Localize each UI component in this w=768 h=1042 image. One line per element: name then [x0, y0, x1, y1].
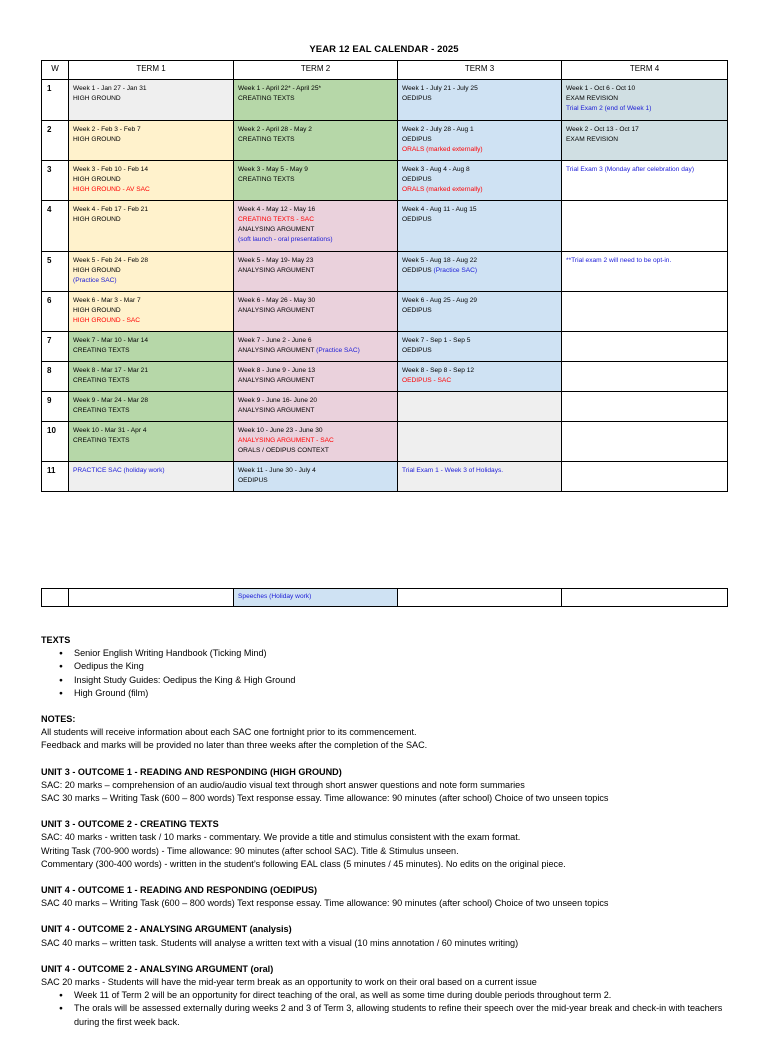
cell-line: HIGH GROUND [73, 307, 121, 314]
outcome-section [41, 963, 731, 1029]
list-item: ● Senior English Writing Handbook (Ticking Mind) [74, 647, 731, 660]
cell-line: HIGH GROUND [73, 216, 121, 223]
cell-line: ORALS (marked externally) [402, 146, 483, 153]
calendar-cell-term-1 [69, 362, 234, 392]
calendar-row [42, 80, 728, 121]
calendar-row [42, 252, 728, 292]
cell-line: Week 5 - Aug 18 - Aug 22 [402, 257, 478, 264]
week-number: 9 [42, 392, 69, 422]
calendar-cell-term-3 [398, 332, 562, 362]
notes-line: All students will receive information about each SAC one fortnight prior to its commencement. [41, 727, 417, 738]
cell-line: Week 8 - Sep 8 - Sep 12 [402, 367, 475, 374]
calendar-row [42, 462, 728, 492]
outcome-line: SAC 20 marks - Students will have the mid-year term break as an opportunity to work on their oral based on a current issue [41, 977, 537, 988]
cell-line: ANALYSING ARGUMENT [238, 307, 315, 314]
calendar-row [42, 332, 728, 362]
cell-line: Trial Exam 2 (end of Week 1) [566, 105, 652, 112]
holiday-cell-term-1 [69, 589, 234, 607]
calendar-cell-term-2 [234, 392, 398, 422]
cell-line: CREATING TEXTS [73, 347, 130, 354]
cell-line: Week 5 - Feb 24 - Feb 28 [73, 257, 149, 264]
calendar-cell-term-4 [562, 292, 728, 332]
calendar-cell-term-4 [562, 252, 728, 292]
oral-bullets [41, 989, 731, 1029]
cell-line: HIGH GROUND [73, 176, 121, 183]
cell-line: Week 10 - June 23 - June 30 [238, 427, 323, 434]
cell-line: Week 8 - June 9 - June 13 [238, 367, 316, 374]
calendar-cell-term-3 [398, 201, 562, 252]
outcome-heading: UNIT 3 - OUTCOME 2 - CREATING TEXTS [41, 819, 219, 830]
calendar-cell-term-4 [562, 332, 728, 362]
cell-line: OEDIPUS [402, 176, 432, 183]
outcome-section [41, 766, 731, 806]
cell-line: CREATING TEXTS [73, 437, 130, 444]
cell-line: Week 8 - Mar 17 - Mar 21 [73, 367, 148, 374]
week-number: 5 [42, 252, 69, 292]
week-number: 6 [42, 292, 69, 332]
cell-line: Week 1 - Oct 6 - Oct 10 [566, 85, 636, 92]
calendar-table [41, 60, 728, 492]
calendar-cell-term-3 [398, 121, 562, 161]
cell-line [402, 266, 557, 276]
list-item: ● Insight Study Guides: Oedipus the King & High Ground [74, 674, 731, 687]
calendar-cell-term-2 [234, 422, 398, 462]
cell-line: (Practice SAC) [73, 277, 117, 284]
cell-line: OEDIPUS [238, 477, 268, 484]
outcome-heading: UNIT 4 - OUTCOME 1 - READING AND RESPONDING (OEDIPUS) [41, 885, 318, 896]
outcome-heading: UNIT 4 - OUTCOME 2 - ANALSYING ARGUMENT (oral) [41, 963, 274, 974]
header-term-1: TERM 1 [69, 61, 234, 80]
calendar-cell-term-1 [69, 462, 234, 492]
calendar-cell-term-3 [398, 292, 562, 332]
calendar-cell-term-2 [234, 121, 398, 161]
calendar-cell-term-3 [398, 362, 562, 392]
calendar-row [42, 362, 728, 392]
calendar-cell-term-1 [69, 80, 234, 121]
calendar-cell-term-1 [69, 121, 234, 161]
cell-line: Trial Exam 1 - Week 3 of Holidays. [402, 467, 504, 474]
calendar-cell-term-4 [562, 362, 728, 392]
week-number: 11 [42, 462, 69, 492]
cell-line: OEDIPUS [402, 216, 432, 223]
cell-line-part: (Practice SAC) [433, 267, 478, 274]
calendar-cell-term-3 [398, 80, 562, 121]
calendar-cell-term-4 [562, 201, 728, 252]
cell-line: CREATING TEXTS [73, 377, 130, 384]
list-item: ● Oedipus the King [74, 660, 731, 673]
cell-line: **Trial exam 2 will need to be opt-in. [566, 257, 672, 264]
calendar-cell-term-4 [562, 422, 728, 462]
calendar-row [42, 121, 728, 161]
outcome-heading: UNIT 4 - OUTCOME 2 - ANALYSING ARGUMENT (analysis) [41, 924, 292, 935]
holiday-cell-term-3 [398, 589, 562, 607]
texts-list [41, 647, 731, 700]
week-number: 7 [42, 332, 69, 362]
cell-line: Week 6 - Mar 3 - Mar 7 [73, 297, 141, 304]
calendar-cell-term-2 [234, 332, 398, 362]
list-item: ● Week 11 of Term 2 will be an opportunity for direct teaching of the oral, as well as some time during double periods throughout term 2. [74, 989, 731, 1002]
outcome-line: Commentary (300-400 words) - written in the student’s following EAL class (5 minutes / 45 minutes). No edits on the original piece. [41, 858, 566, 869]
calendar-header-row [42, 61, 728, 80]
week-number: 10 [42, 422, 69, 462]
holiday-cell-term-4 [562, 589, 728, 607]
outcome-line: Writing Task (700-900 words) - Time allowance: 90 minutes (after school SAC). Title & Stimulus unseen. [41, 845, 459, 856]
header-term-3: TERM 3 [398, 61, 562, 80]
cell-line: Week 9 - Mar 24 - Mar 28 [73, 397, 148, 404]
cell-line: Week 4 - Aug 11 - Aug 15 [402, 206, 477, 213]
list-item: ● The orals will be assessed externally during weeks 2 and 3 of Term 3, allowing students to refine their speech over the mid-year break and check-in with teachers during the first week back. [74, 1002, 731, 1028]
cell-line: ANALYSING ARGUMENT [238, 407, 315, 414]
cell-line: OEDIPUS [402, 307, 432, 314]
cell-line: Week 2 - Oct 13 - Oct 17 [566, 126, 639, 133]
texts-section [41, 634, 731, 700]
calendar-cell-term-1 [69, 392, 234, 422]
outcome-section [41, 818, 731, 871]
calendar-cell-term-1 [69, 161, 234, 201]
calendar-cell-term-4 [562, 80, 728, 121]
texts-heading: TEXTS [41, 635, 71, 645]
cell-line: HIGH GROUND [73, 267, 121, 274]
cell-line: ANALYSING ARGUMENT [238, 377, 315, 384]
outcome-heading: UNIT 3 - OUTCOME 1 - READING AND RESPONDING (HIGH GROUND) [41, 766, 342, 777]
cell-line: HIGH GROUND [73, 95, 121, 102]
header-week: W [42, 61, 69, 80]
calendar-cell-term-1 [69, 292, 234, 332]
holiday-row-table [41, 588, 728, 607]
page-title: YEAR 12 EAL CALENDAR - 2025 [309, 44, 459, 55]
calendar-cell-term-2 [234, 252, 398, 292]
cell-line: Week 10 - Mar 31 - Apr 4 [73, 427, 147, 434]
calendar-cell-term-4 [562, 462, 728, 492]
calendar-cell-term-2 [234, 362, 398, 392]
calendar-cell-term-3 [398, 462, 562, 492]
cell-line: OEDIPUS [402, 347, 432, 354]
calendar-cell-term-4 [562, 121, 728, 161]
outcome-line: SAC 40 marks – written task. Students will analyse a written text with a visual (10 mins annotation / 60 minutes writing) [41, 937, 519, 948]
cell-line: HIGH GROUND - AV SAC [73, 186, 150, 193]
calendar-row [42, 201, 728, 252]
calendar-cell-term-3 [398, 161, 562, 201]
cell-line: CREATING TEXTS [238, 176, 295, 183]
cell-line: OEDIPUS - SAC [402, 377, 452, 384]
cell-line: ANALYSING ARGUMENT - SAC [238, 437, 334, 444]
cell-line: Week 11 - June 30 - July 4 [238, 467, 316, 474]
week-number: 4 [42, 201, 69, 252]
week-number: 8 [42, 362, 69, 392]
calendar-row [42, 422, 728, 462]
cell-line: Week 4 - May 12 - May 16 [238, 206, 316, 213]
cell-line: Week 1 - Jan 27 - Jan 31 [73, 85, 147, 92]
calendar-cell-term-1 [69, 252, 234, 292]
cell-line: Week 6 - May 26 - May 30 [238, 297, 316, 304]
calendar-cell-term-4 [562, 161, 728, 201]
outcome-section [41, 923, 731, 949]
cell-line: CREATING TEXTS - SAC [238, 216, 314, 223]
cell-line: CREATING TEXTS [238, 136, 295, 143]
calendar-cell-term-2 [234, 80, 398, 121]
notes-section [41, 713, 731, 753]
cell-line: Week 2 - April 28 - May 2 [238, 126, 312, 133]
cell-line: ANALYSING ARGUMENT [238, 226, 315, 233]
cell-line-part: ANALYSING ARGUMENT [238, 347, 317, 354]
cell-line: (soft launch - oral presentations) [238, 236, 333, 243]
cell-line: PRACTICE SAC (holiday work) [73, 467, 165, 474]
week-number: 2 [42, 121, 69, 161]
cell-line: Week 4 - Feb 17 - Feb 21 [73, 206, 149, 213]
calendar-cell-term-1 [69, 422, 234, 462]
notes-area [41, 634, 731, 1042]
cell-line: Week 5 - May 19- May 23 [238, 257, 314, 264]
holiday-row [42, 589, 728, 607]
cell-line: Week 1 - July 21 - July 25 [402, 85, 478, 92]
cell-line: Week 2 - July 28 - Aug 1 [402, 126, 474, 133]
header-term-2: TERM 2 [234, 61, 398, 80]
cell-line: Week 3 - Aug 4 - Aug 8 [402, 166, 470, 173]
holiday-cell-term-2: Speeches (Holiday work) [234, 589, 398, 607]
week-number: 3 [42, 161, 69, 201]
notes-heading: NOTES: [41, 714, 76, 725]
header-term-4: TERM 4 [562, 61, 728, 80]
calendar-row [42, 392, 728, 422]
calendar-cell-term-1 [69, 332, 234, 362]
cell-line: Trial Exam 3 (Monday after celebration day) [566, 166, 695, 173]
cell-line: OEDIPUS [402, 95, 432, 102]
cell-line: EXAM REVISION [566, 95, 619, 102]
cell-line [238, 346, 393, 356]
calendar-cell-term-1 [69, 201, 234, 252]
cell-line: Week 7 - June 2 - June 6 [238, 337, 312, 344]
cell-line: HIGH GROUND - SAC [73, 317, 141, 324]
cell-line: Week 3 - May 5 - May 9 [238, 166, 308, 173]
cell-line: ANALYSING ARGUMENT [238, 267, 315, 274]
cell-line: HIGH GROUND [73, 136, 121, 143]
calendar-cell-term-2 [234, 201, 398, 252]
cell-line: CREATING TEXTS [238, 95, 295, 102]
holiday-cell-w [42, 589, 69, 607]
cell-line: ORALS / OEDIPUS CONTEXT [238, 447, 329, 454]
cell-line: Week 7 - Sep 1 - Sep 5 [402, 337, 471, 344]
cell-line: Week 7 - Mar 10 - Mar 14 [73, 337, 148, 344]
calendar-row [42, 161, 728, 201]
cell-line: CREATING TEXTS [73, 407, 130, 414]
notes-line: Feedback and marks will be provided no later than three weeks after the completion of the SAC. [41, 740, 428, 751]
cell-line: Week 3 - Feb 10 - Feb 14 [73, 166, 149, 173]
calendar-row [42, 292, 728, 332]
cell-line-part: OEDIPUS [402, 267, 434, 274]
outcome-line: SAC: 20 marks – comprehension of an audio/audio visual text through short answer questions and note form summaries [41, 779, 525, 790]
calendar-cell-term-4 [562, 392, 728, 422]
outcome-line: SAC 40 marks – Writing Task (600 – 800 words) Text response essay. Time allowance: 90 minutes (after school) Choice of two unseen topics [41, 898, 609, 909]
calendar-cell-term-2 [234, 161, 398, 201]
calendar-cell-term-3 [398, 252, 562, 292]
week-number: 1 [42, 80, 69, 121]
cell-line: OEDIPUS [402, 136, 432, 143]
calendar-cell-term-2 [234, 292, 398, 332]
cell-line: Week 6 - Aug 25 - Aug 29 [402, 297, 478, 304]
calendar-cell-term-3 [398, 392, 562, 422]
calendar-cell-term-3 [398, 422, 562, 462]
outcome-section [41, 884, 731, 910]
list-item: ● High Ground (film) [74, 687, 731, 700]
cell-line: Week 2 - Feb 3 - Feb 7 [73, 126, 141, 133]
cell-line: EXAM REVISION [566, 136, 619, 143]
calendar-body [42, 80, 728, 492]
cell-line: ORALS (marked externally) [402, 186, 483, 193]
outcome-line: SAC 30 marks – Writing Task (600 – 800 words) Text response essay. Time allowance: 90 minutes (after school) Choice of two unseen topics [41, 793, 609, 804]
calendar-cell-term-2 [234, 462, 398, 492]
cell-line: Week 9 - June 16- June 20 [238, 397, 318, 404]
outcome-line: SAC: 40 marks - written task / 10 marks - commentary. We provide a title and stimulus consistent with the exam format. [41, 832, 521, 843]
cell-line: Week 1 - April 22* - April 25* [238, 85, 322, 92]
cell-line-part: (Practice SAC) [316, 347, 360, 354]
